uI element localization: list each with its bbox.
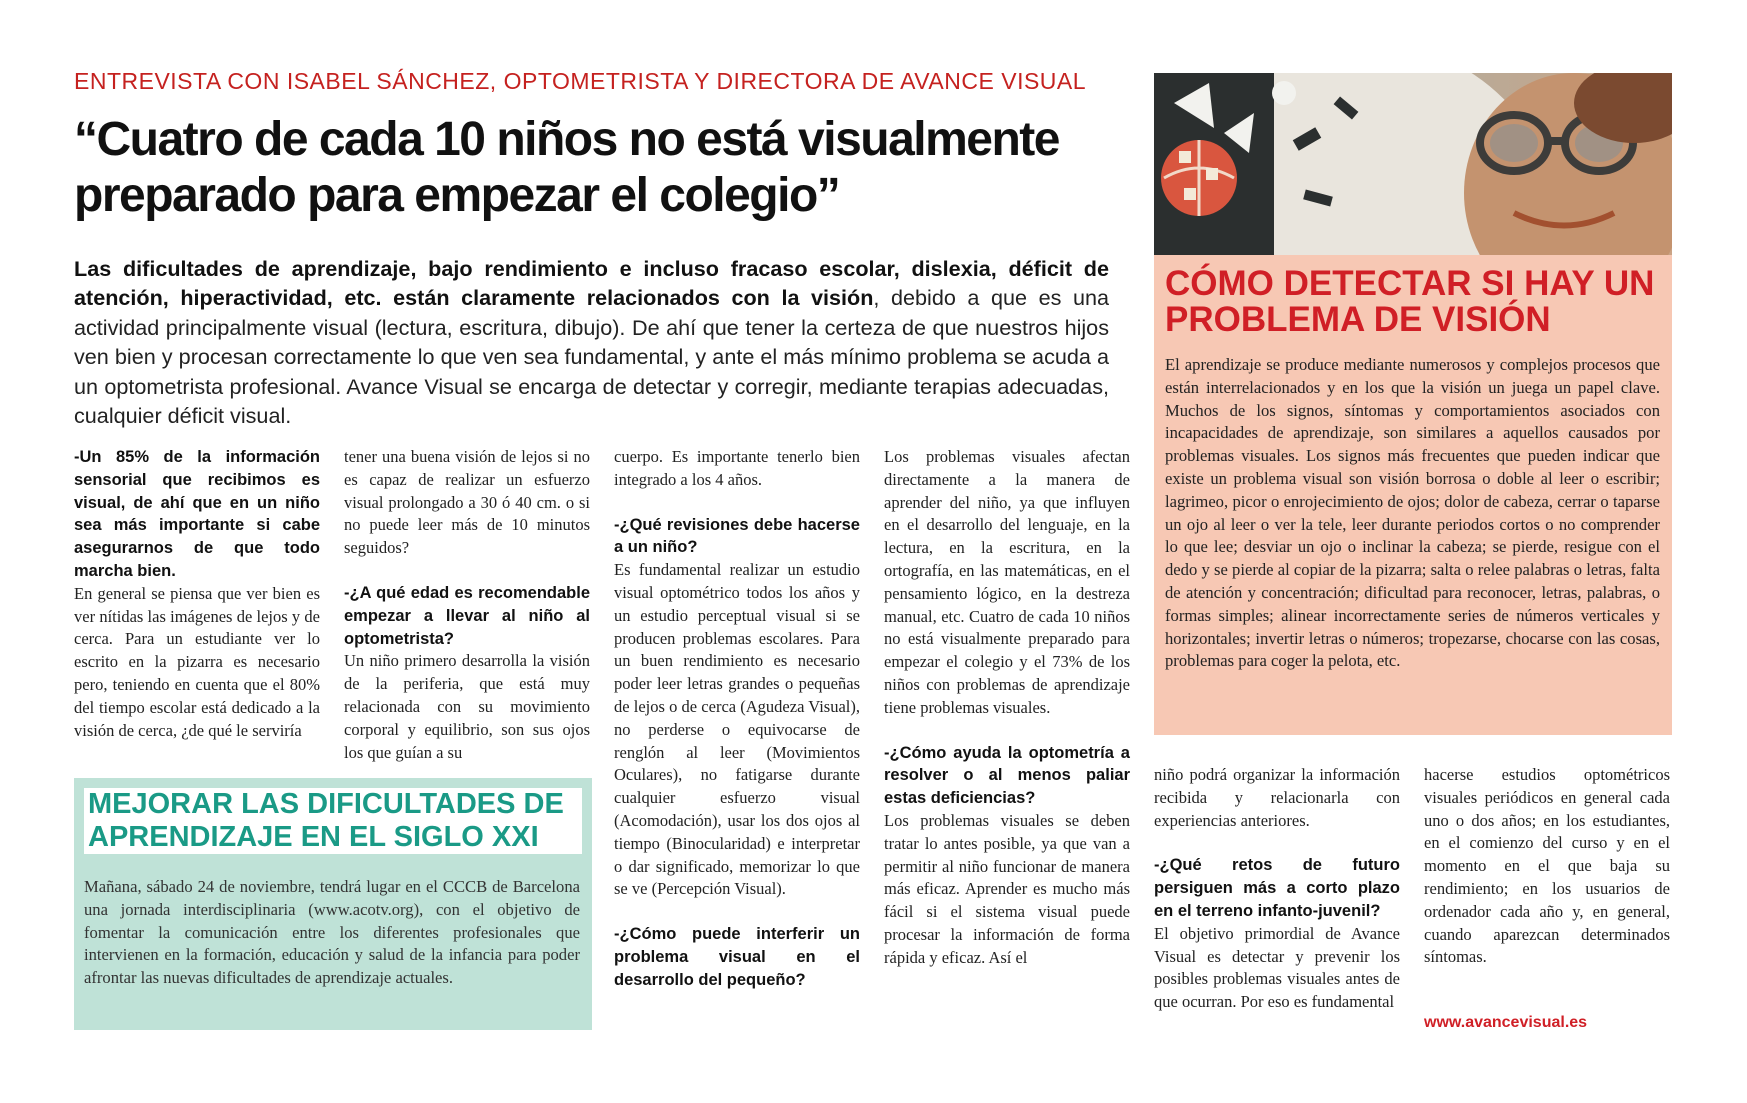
website-link[interactable]: www.avancevisual.es bbox=[1424, 1014, 1588, 1031]
question-3: -¿Qué revisiones debe hacerse a un niño? bbox=[614, 515, 860, 557]
event-text: Mañana, sábado 24 de noviembre, tendrá lugar en el CCCB de Barcelona una jornada interdisciplinaria (www.acotv.org), con el objetivo de fomentar la comunicación entre los diferentes profesionales que intervienen en la formación, educación y salud de la infancia para poder afrontar las nuevas dificultades de aprendizaje actuales. bbox=[84, 877, 580, 988]
answer-3: Es fundamental realizar un estudio visual optométrico todos los años y un estudio perceptual visual si se producen problemas escolares. Para un buen rendimiento es necesario poder leer letras grandes o pequeñas de lejos o de cerca (Agudeza Visual), no perderse o equivocarse de renglón al leer (Movimientos Oculares), no fatigarse durante cualquier esfuerzo visual (Acomodación), usar los dos ojos al tiempo (Binocularidad) e interpretar o dar significado, memorizar lo que se ve (Percepción Visual). bbox=[614, 560, 860, 899]
question-4: -¿Cómo puede interferir un problema visual en el desarrollo del pequeño? bbox=[614, 925, 860, 989]
answer-2: Un niño primero desarrolla la visión de la periferia, que está muy relacionada con su movimiento corporal y equilibrio, son sus ojos los que guían a su bbox=[344, 651, 590, 762]
article-column-3 bbox=[614, 446, 860, 992]
sidebar-title: CÓMO DETECTAR SI HAY UN PROBLEMA DE VISIÓN bbox=[1165, 264, 1655, 339]
answer-2-continued: cuerpo. Es importante tenerlo bien integrado a los 4 años. bbox=[614, 447, 860, 489]
child-with-trial-frame-illustration bbox=[1154, 73, 1672, 255]
lead-text: , debido a que es una actividad principalmente visual (lectura, escritura, dibujo). De ahí que tener la certeza de que nuestros hijos ven bien y procesan correctamente lo que ven sea fundamental, y ante el más mínimo problema se acuda a un optometrista profesional. Avance Visual se encarga de detectar y corregir, mediante terapias adecuadas, cualquier déficit visual. bbox=[74, 285, 1109, 429]
article-column-1 bbox=[74, 446, 320, 742]
answer-1: En general se piensa que ver bien es ver nítidas las imágenes de lejos y de cerca. Para un estudiante ver lo escrito en la pizarra es necesario pero, teniendo en cuenta que el 80% del tiempo escolar está dedicado a la visión de cerca, ¿de qué le serviría bbox=[74, 583, 320, 740]
article-headline: “Cuatro de cada 10 niños no está visualmente preparado para empezar el colegio” bbox=[74, 113, 1059, 222]
sidebar-text: El aprendizaje se produce mediante numerosos y complejos procesos que están interrelacionados y en los que la visión un juega un papel clave. Muchos de los signos, síntomas y comportamientos asociados con incapacidades de aprendizaje, son similares a aquellos causados por problemas visuales. Los signos más frecuentes que pueden indicar que existe un problema visual son visión borrosa o doble al leer o escribir; lagrimeo, picor o enrojecimiento de ojos; dolor de cabeza, cerrar o taparse un ojo al leer o ver la tele, leer durante periodos cortos o no comprender lo que lee; desviar un ojo o inclinar la cabeza; se pierde, resigue con el dedo y se pierde al copiar de la pizarra; salta o relee palabras o letras, falta de atención y concentración; dificultad para reconocer, letras, palabras, o formas simples; alinear incorrectamente series de números verticales y horizontales; invertir letras o números; tropezarse, chocarse con las cosas, problemas para coger la pelota, etc. bbox=[1165, 355, 1660, 671]
question-6: -¿Qué retos de futuro persiguen más a corto plazo en el terreno infanto-juvenil? bbox=[1154, 856, 1400, 920]
article-photo bbox=[1154, 73, 1672, 255]
question-1: -Un 85% de la información sensorial que recibimos es visual, de ahí que en un niño sea más importante si cabe asegurarnos de que todo marcha bien. bbox=[74, 448, 320, 580]
answer-5-continued: niño podrá organizar la información recibida y relacionarla con experiencias anteriores. bbox=[1154, 765, 1400, 830]
answer-5: Los problemas visuales se deben tratar lo antes posible, ya que van a permitir al niño funcionar de manera más eficaz. Aprender es mucho más fácil si el sistema visual puede procesar la información de forma rápida y eficaz. Así el bbox=[884, 810, 1130, 967]
answer-4: Los problemas visuales afectan directamente a la manera de aprender del niño, ya que influyen en el desarrollo del lenguaje, en la lectura, en la escritura, en la ortografía, en las matemáticas, en el pensamiento lógico, en la destreza manual, etc. Cuatro de cada 10 niños no está visualmente preparado para empezar el colegio y el 73% de los niños con problemas de aprendizaje tiene problemas visuales. bbox=[884, 447, 1130, 717]
answer-6-continued: hacerse estudios optométricos visuales periódicos en general cada uno o dos años; en los estudiantes, en el comienzo del curso y en el momento en el que baja su rendimiento; en los usuarios de ordenador cada año y, en general, cuando aparezcan determinados síntomas. bbox=[1424, 765, 1670, 967]
article-column-4 bbox=[884, 446, 1130, 970]
article-column-6 bbox=[1424, 764, 1670, 969]
answer-6: El objetivo primordial de Avance Visual es detectar y prevenir los posibles problemas visuales antes de que ocurran. Por eso es fundamental bbox=[1154, 923, 1400, 1012]
article-column-5 bbox=[1154, 764, 1400, 1014]
event-title: MEJORAR LAS DIFICULTADES DE APRENDIZAJE EN EL SIGLO XXI bbox=[84, 788, 582, 854]
article-column-2 bbox=[344, 446, 590, 764]
article-lead bbox=[74, 254, 1109, 430]
question-5: -¿Cómo ayuda la optometría a resolver o al menos paliar estas deficiencias? bbox=[884, 743, 1130, 808]
question-2: -¿A qué edad es recomendable empezar a llevar al niño al optometrista? bbox=[344, 583, 590, 648]
article-kicker: ENTREVISTA CON ISABEL SÁNCHEZ, OPTOMETRISTA Y DIRECTORA DE AVANCE VISUAL bbox=[74, 68, 1087, 94]
lead-bold: Las dificultades de aprendizaje, bajo rendimiento e incluso fracaso escolar, dislexia, déficit de atención, hiperactividad, etc. están claramente relacionados con la visión bbox=[74, 256, 1109, 311]
answer-1-continued: tener una buena visión de lejos si no es capaz de realizar un esfuerzo visual prolongado a 30 ó 40 cm. o si no puede leer más de 10 minutos seguidos? bbox=[344, 447, 590, 558]
